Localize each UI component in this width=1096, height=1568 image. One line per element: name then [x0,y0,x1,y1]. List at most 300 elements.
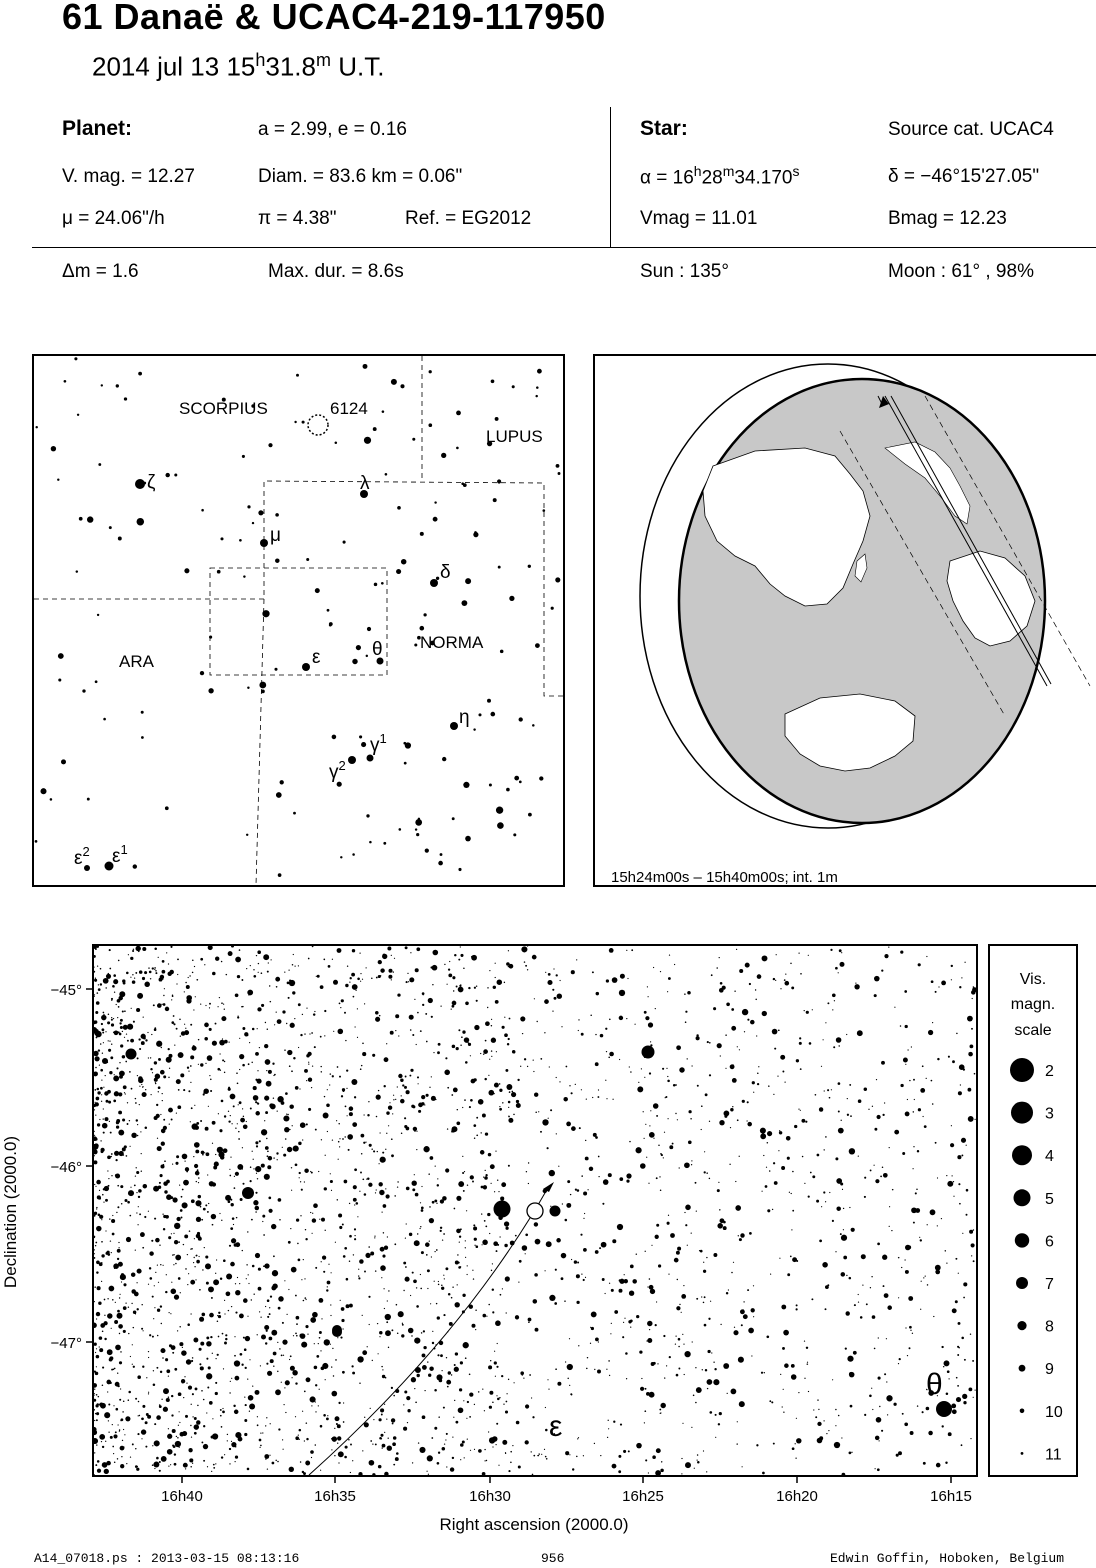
field-star [249,1359,250,1360]
field-star [196,1420,200,1424]
field-star [926,1078,927,1079]
field-star [962,1233,963,1234]
field-star [710,1301,711,1302]
field-star [235,1127,236,1128]
field-star [923,1462,926,1465]
field-star [703,1262,704,1263]
field-star [735,1181,736,1182]
field-star [97,1195,101,1199]
finder-star [473,728,475,730]
field-star [344,1456,347,1459]
field-star [534,998,535,999]
field-star [113,1405,114,1406]
field-star [900,1025,902,1027]
field-star [489,1406,492,1409]
field-star [128,1333,129,1334]
field-star [331,1190,332,1191]
field-star [135,1098,136,1099]
field-star [157,1309,160,1312]
field-star [208,1106,209,1107]
field-star [796,1260,798,1262]
field-star [928,1030,933,1035]
field-star [96,1444,97,1445]
field-star [126,1237,131,1242]
scale-dot [1015,1233,1029,1247]
field-star [259,1140,261,1142]
field-star [908,1296,913,1301]
field-star [362,1178,364,1180]
field-star [765,1185,768,1188]
field-star [112,1299,114,1301]
field-star [224,1454,225,1455]
field-star [691,1232,692,1233]
field-star [244,1433,247,1436]
finder-star [302,421,305,424]
field-star [215,1023,217,1025]
field-star [118,1242,119,1243]
field-star [766,1335,769,1338]
field-star [142,1366,144,1368]
field-star [169,1344,172,1347]
field-star [101,1080,102,1081]
field-star [780,1374,781,1375]
field-star [796,1438,801,1443]
field-star [166,1398,170,1402]
field-star [301,1279,302,1280]
field-star [795,1126,796,1127]
field-star [227,1434,228,1435]
field-star [238,1104,239,1105]
field-star [802,1156,804,1158]
field-star [907,1099,908,1100]
field-star [149,971,152,974]
field-star [234,1187,236,1189]
field-star [469,1392,473,1396]
field-star [242,1147,243,1148]
finder-star [340,856,342,858]
field-star [297,1243,299,1245]
field-star [96,1208,97,1209]
field-star [590,1327,591,1328]
field-star [864,1196,866,1198]
finder-star [87,516,93,522]
field-star [578,1030,579,1031]
field-star [121,1418,124,1421]
field-star [619,1289,623,1293]
field-star [156,1367,158,1369]
field-star [206,1373,212,1379]
field-star [597,1370,601,1374]
field-star [290,1228,291,1229]
scale-dot [1014,1189,1031,1206]
scale-dot [1011,1102,1033,1124]
field-star [653,967,654,968]
field-star [253,1293,254,1294]
field-star [401,1334,404,1337]
field-star [675,1343,676,1344]
field-star [115,1431,117,1433]
field-star [258,963,259,964]
field-star [114,1268,115,1269]
field-star [452,1001,457,1006]
field-star [734,1327,735,1328]
field-star [101,1241,103,1243]
field-star [677,1279,678,1280]
field-star [682,1334,683,1335]
field-star [973,986,975,988]
field-star [384,1308,385,1309]
field-star [394,1243,396,1245]
field-star [173,1023,175,1025]
field-star [94,1420,95,1421]
field-star [329,1084,330,1085]
finder-star [423,613,426,616]
field-star [877,1243,880,1246]
field-star [923,1116,924,1117]
field-star [285,1380,290,1385]
field-star [212,972,216,976]
field-star [609,1375,610,1376]
field-star [387,947,391,951]
field-star [414,1388,415,1389]
field-star [846,1275,847,1276]
field-star [132,1344,133,1345]
field-star [465,1240,466,1241]
field-star [217,1315,218,1316]
field-star [704,1171,706,1173]
field-star [148,1392,149,1393]
field-star [403,1404,404,1405]
field-star [956,1377,958,1379]
field-star [795,1458,796,1459]
field-star [778,1029,780,1031]
field-star [388,1290,389,1291]
field-star [160,1174,163,1177]
field-star [431,1437,433,1439]
field-star [565,1451,569,1455]
field-star [344,1247,347,1250]
field-star [107,1021,110,1024]
field-star [95,1464,97,1466]
field-star [706,1257,707,1258]
field-star [218,1315,221,1318]
field-star [406,1127,410,1131]
field-star [705,1093,708,1096]
field-star [825,1022,826,1023]
field-star [205,1204,207,1206]
field-star [277,1461,279,1463]
field-star [455,1302,460,1307]
field-star [293,1335,294,1336]
field-star [449,1373,450,1374]
field-star [222,1038,223,1039]
field-star [410,1295,411,1296]
finder-star [366,814,369,817]
ra-h-sup: h [693,163,702,179]
field-star [454,1364,456,1366]
field-star [135,1250,136,1251]
field-star [427,1361,428,1362]
field-star [508,1165,510,1167]
field-star [211,1471,212,1472]
field-star [386,1194,390,1198]
field-star [437,1354,439,1356]
field-star [914,1099,915,1100]
field-star [209,1003,211,1005]
field-star [655,1324,657,1326]
field-star [415,1193,419,1197]
field-star [319,1389,320,1390]
field-star [768,1085,770,1087]
field-star [649,1125,650,1126]
field-star [206,1358,208,1360]
field-star [408,1328,414,1334]
field-star [935,991,937,993]
field-star [894,1007,895,1008]
field-star [697,1085,699,1087]
field-star [341,1095,343,1097]
field-star [391,1387,393,1389]
field-star [430,1303,431,1304]
field-star [430,1156,434,1160]
field-star [369,1460,375,1466]
field-star [256,955,257,956]
field-star [135,1102,137,1104]
field-star [898,1451,902,1455]
field-star [360,1068,362,1070]
field-star [304,1391,306,1393]
field-star [403,1427,407,1431]
field-star [534,1222,538,1226]
finder-star [366,655,368,657]
field-star [248,1063,250,1065]
field-star [314,1343,315,1344]
field-star [461,1036,463,1038]
field-star [130,977,131,978]
finder-star [491,379,495,383]
field-star [290,1023,295,1028]
field-star [464,1037,469,1042]
field-star [639,1350,642,1353]
finder-star [137,518,145,526]
field-star [145,1446,147,1448]
field-star [819,1107,823,1111]
finder-star [391,379,397,385]
field-star [117,1313,123,1319]
field-star [935,1142,937,1144]
field-star [422,992,425,995]
field-star [459,1242,460,1243]
field-star [358,1275,359,1276]
field-star [117,1185,119,1187]
field-star [603,1179,609,1185]
finder-star [428,423,432,427]
field-star [758,1066,759,1067]
field-star [391,1154,394,1157]
field-star [850,1405,853,1408]
field-star [858,1156,859,1157]
field-star [557,993,562,998]
field-star [284,1127,289,1132]
field-star [252,1265,255,1268]
field-star [198,1064,199,1065]
field-star [869,1395,872,1398]
field-star [141,1034,146,1039]
field-star [849,1372,855,1378]
field-star [119,1361,122,1364]
field-star [435,1166,436,1167]
field-star [545,1407,546,1408]
field-star [205,1005,206,1006]
field-star [586,1098,587,1099]
field-star [151,1034,152,1035]
field-star [465,1061,468,1064]
field-star [158,1091,159,1092]
x-tick-label: 16h15 [930,1488,972,1505]
field-star [492,1436,498,1442]
field-star [285,1412,286,1413]
event-date: 2014 jul 13 15 [92,51,256,82]
field-star [235,1455,238,1458]
field-star [185,982,187,984]
field-star [152,1296,154,1298]
field-star [467,1265,468,1266]
finder-star [103,718,106,721]
field-star [351,1079,357,1085]
field-star [458,1407,464,1413]
field-star [369,1324,370,1325]
field-star [452,1045,456,1049]
field-star [330,1304,331,1305]
finder-star [381,582,384,585]
field-star [96,1419,98,1421]
x-tick-label: 16h35 [314,1488,356,1505]
field-star [192,972,194,974]
field-star [432,950,438,956]
field-star [266,1070,267,1071]
field-star [349,1106,354,1111]
field-star [226,1273,232,1279]
field-star [840,1233,842,1235]
field-star [482,1114,486,1118]
finder-star [247,505,250,508]
field-star [409,1233,412,1236]
field-star [719,957,720,958]
finder-star [497,822,504,829]
field-star [315,1411,316,1412]
field-star [295,1416,296,1417]
field-star [643,1111,644,1112]
field-star [337,1436,341,1440]
field-star [287,1114,289,1116]
field-star [713,1361,714,1362]
field-star [469,1106,471,1108]
field-star [298,965,299,966]
field-star [207,1387,209,1389]
field-star [273,1255,275,1257]
field-star [304,1440,305,1441]
field-star [157,1003,162,1008]
field-star [393,1464,395,1466]
field-star [182,1154,188,1160]
field-star [650,1110,651,1111]
field-star [784,981,789,986]
field-star [661,1461,662,1462]
field-star [591,1327,594,1330]
field-star [163,1164,165,1166]
finder-star [329,622,333,626]
field-star [511,1091,513,1093]
field-star [429,1240,430,1241]
field-star [749,1232,752,1235]
planet-heading: Planet: [62,117,133,140]
field-star [94,1474,95,1475]
finder-star [268,443,272,447]
field-star [120,1446,125,1451]
field-star [261,1164,265,1168]
field-star [97,1460,100,1463]
field-star [162,1214,163,1215]
field-star [417,1012,419,1014]
field-star [397,1086,398,1087]
field-star [864,1087,867,1090]
finder-star [495,417,499,421]
field-star [94,1389,95,1390]
field-star [692,1341,693,1342]
field-star [697,1461,700,1464]
field-star [179,1422,180,1423]
field-star [747,1289,749,1291]
field-star [346,1069,348,1071]
field-star [886,1395,892,1401]
field-star [546,1458,548,1460]
field-star [535,1328,539,1332]
field-star [430,966,432,968]
field-star [170,1196,173,1199]
field-star [291,1167,292,1168]
field-star [141,1438,142,1439]
field-star [962,1394,967,1399]
field-star [267,1299,270,1302]
field-star [641,1068,642,1069]
field-star [823,1149,824,1150]
field-star [429,1218,434,1223]
field-star [296,1218,299,1221]
field-star [619,1279,622,1282]
field-star [806,1011,809,1014]
field-star [292,991,295,994]
field-star [495,1000,499,1004]
field-star [231,1123,232,1124]
field-star [798,952,799,953]
field-star [628,1320,631,1323]
field-star [596,992,599,995]
field-star [392,1113,393,1114]
field-star [742,1100,745,1103]
field-star [443,1275,444,1276]
field-star [154,969,155,970]
field-star [476,1245,479,1248]
finder-star [496,807,503,814]
field-star [784,1081,785,1082]
field-star [105,1230,106,1231]
field-star [161,1399,162,1400]
field-star [237,1277,238,1278]
field-star [318,1171,319,1172]
field-star [792,1171,794,1173]
field-star [224,1313,225,1314]
field-star [381,1414,383,1416]
